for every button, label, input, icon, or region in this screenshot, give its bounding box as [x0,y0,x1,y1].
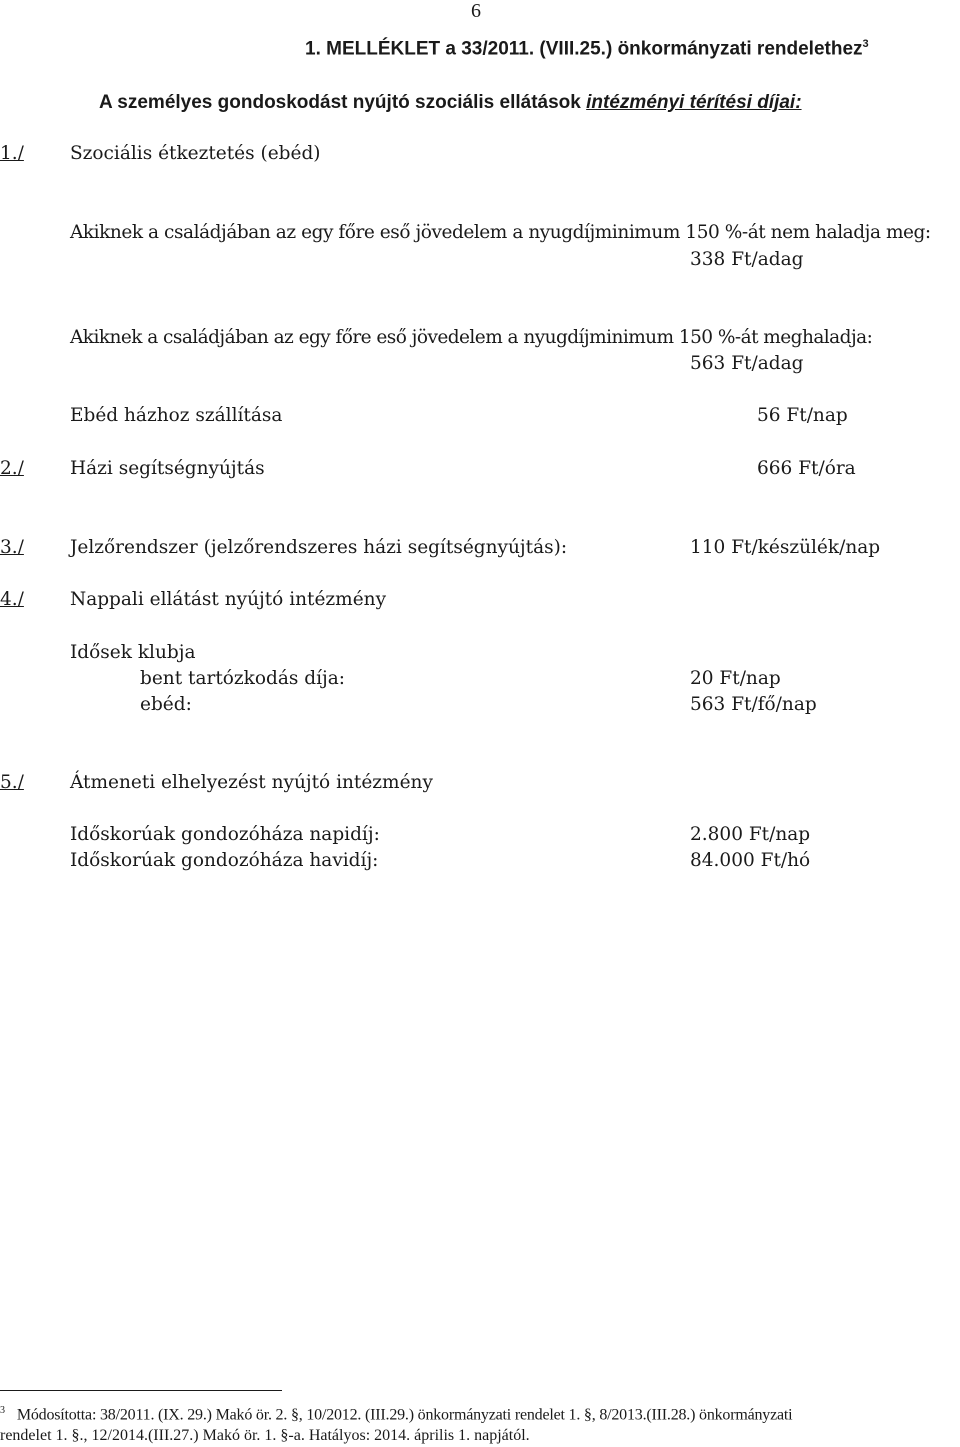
section-1-condition-1: Akiknek a családjában az egy főre eső jövedelem a nyugdíjminimum 150 %-át nem haladja meg: [70,222,931,243]
section-3-title: Jelzőrendszer (jelzőrendszeres házi segítségnyújtás): [70,537,568,558]
section-2-title: Házi segítségnyújtás [70,458,265,479]
section-4-title: Nappali ellátást nyújtó intézmény [70,589,387,610]
annex-title [305,38,869,60]
section-1-number: 1./ [0,143,24,164]
monthly-fee-price: 84.000 Ft/hó [690,850,811,871]
footnote-marker: 3 [0,1405,5,1416]
section-2-number: 2./ [0,458,24,479]
section-1-condition-2: Akiknek a családjában az egy főre eső jövedelem a nyugdíjminimum 150 %-át meghaladja: [70,327,873,348]
footnote-separator [0,1390,282,1391]
section-5-title: Átmeneti elhelyezést nyújtó intézmény [70,772,433,793]
section-4-number: 4./ [0,589,24,610]
lunch-label: ebéd: [140,694,192,715]
daily-fee-label: Időskorúak gondozóháza napidíj: [70,824,380,845]
annex-title-text: 1. MELLÉKLET a 33/2011. (VIII.25.) önkormányzati rendelethez [305,38,863,60]
section-3-number: 3./ [0,537,24,558]
footnote-text-1: Módosította: 38/2011. (IX. 29.) Makó ör. 2. §, 10/2012. (III.29.) önkormányzati rendelet 1. §, 8/2013.(III.28.) önkormányzati [16,1406,793,1424]
subtitle-plain: A személyes gondoskodást nyújtó szociális ellátások [99,92,587,113]
section-1-title: Szociális étkeztetés (ebéd) [70,143,321,164]
footnote-ref: 3 [862,38,869,50]
stay-fee-label: bent tartózkodás díja: [140,668,345,689]
elderly-club-label: Idősek klubja [70,642,196,663]
delivery-price: 56 Ft/nap [757,405,848,426]
lunch-price: 563 Ft/fő/nap [690,694,817,715]
document-subtitle [99,92,802,114]
section-1-price-1: 338 Ft/adag [690,249,804,270]
delivery-label: Ebéd házhoz szállítása [70,405,283,426]
monthly-fee-label: Időskorúak gondozóháza havidíj: [70,850,379,871]
footnote-line-1 [0,1405,792,1424]
section-3-price: 110 Ft/készülék/nap [690,537,881,558]
section-1-price-2: 563 Ft/adag [690,353,804,374]
subtitle-emphasis: intézményi térítési díjai: [586,92,802,113]
stay-fee-price: 20 Ft/nap [690,668,781,689]
section-5-number: 5./ [0,772,24,793]
section-2-price: 666 Ft/óra [757,458,856,479]
footnote-line-2: rendelet 1. §., 12/2014.(III.27.) Makó ör. 1. §-a. Hatályos: 2014. április 1. napjától. [0,1427,530,1444]
daily-fee-price: 2.800 Ft/nap [690,824,811,845]
page-number: 6 [471,0,481,22]
